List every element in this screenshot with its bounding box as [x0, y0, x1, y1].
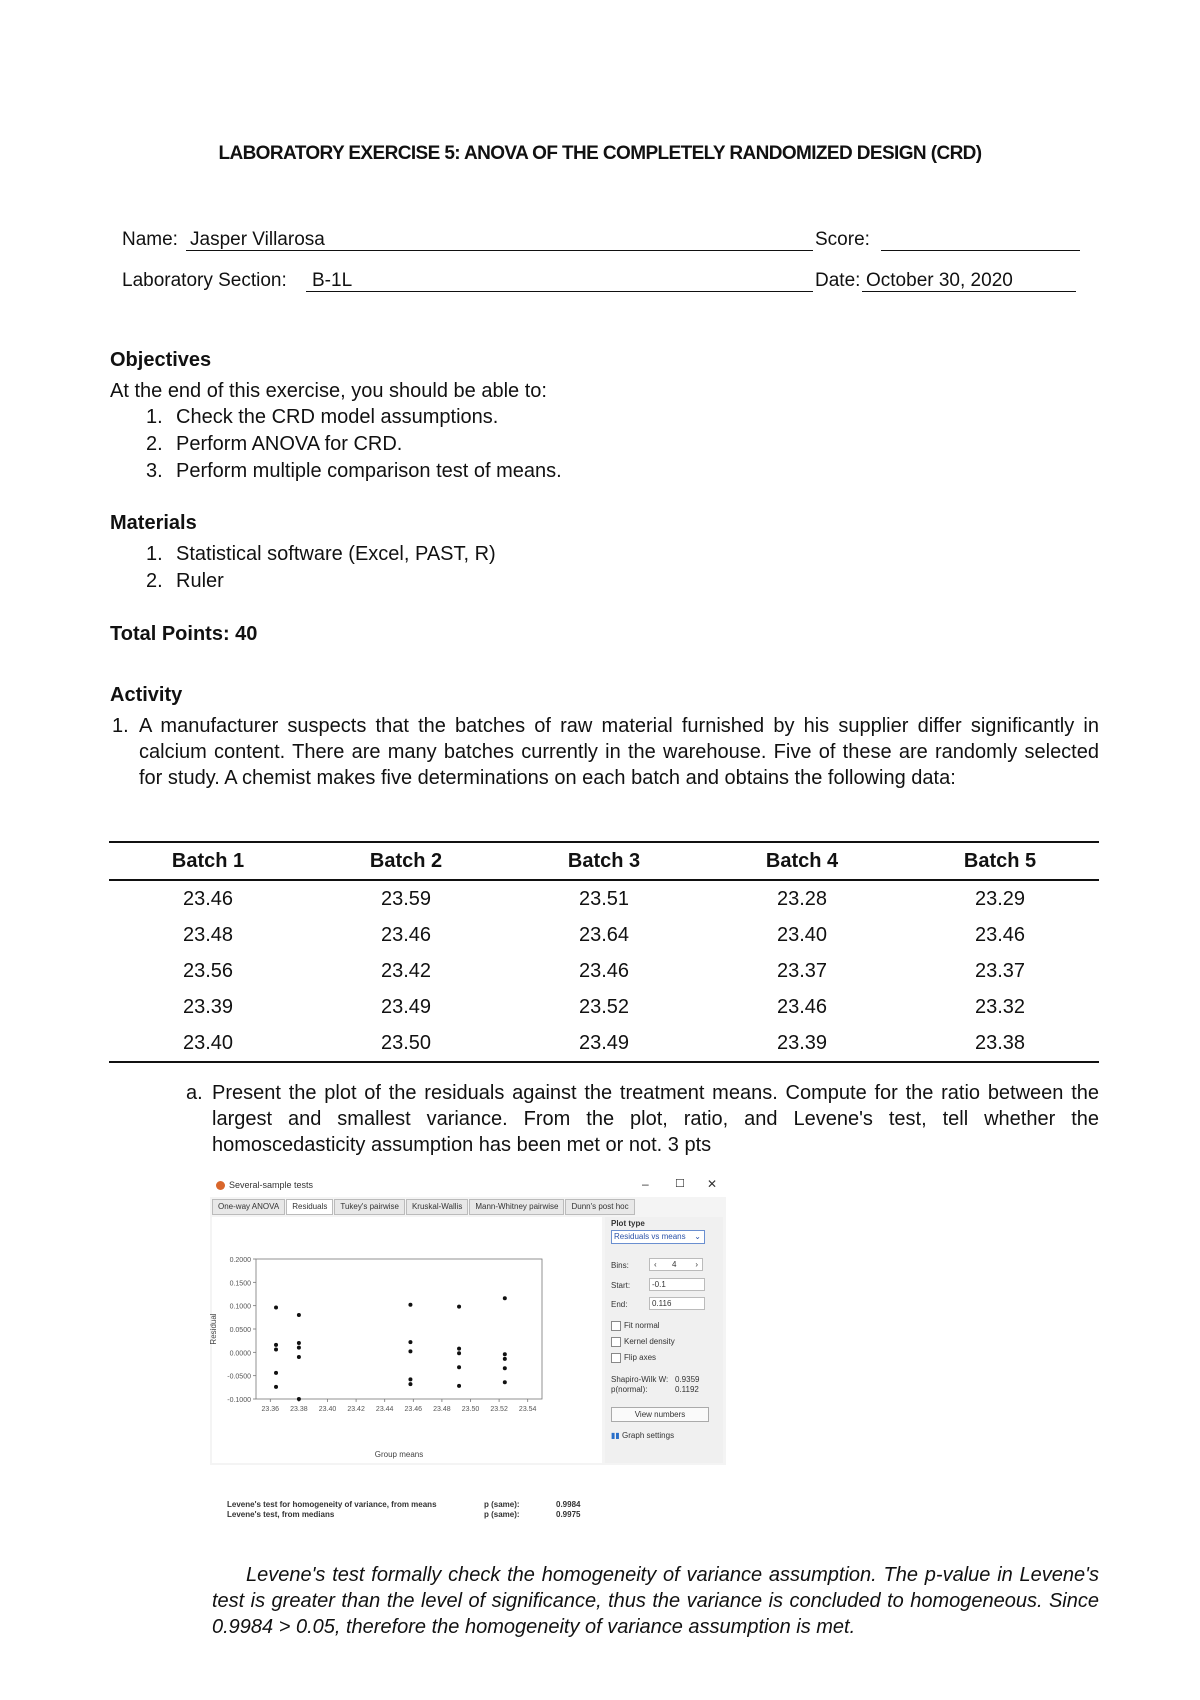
table-row [109, 989, 1099, 1025]
graph-settings-button[interactable] [611, 1431, 674, 1440]
start-label: Start: [611, 1281, 631, 1290]
tab-bar [212, 1199, 636, 1215]
residual-point [457, 1365, 461, 1369]
residual-point [297, 1355, 301, 1359]
tab-one-way-anova[interactable]: One-way ANOVA [212, 1199, 285, 1215]
levene-means-label: Levene's test for homogeneity of variance, from means [227, 1500, 437, 1509]
sub-question-letter: a. [186, 1082, 203, 1104]
residual-plot [209, 1217, 602, 1463]
material-number: 2. [146, 570, 163, 592]
y-tick-label: 0.0500 [229, 1327, 251, 1334]
column-header: Batch 3 [505, 842, 703, 880]
name-value[interactable]: Jasper Villarosa [190, 229, 325, 250]
view-numbers-button[interactable]: View numbers [611, 1407, 709, 1422]
increment-icon[interactable]: › [695, 1260, 698, 1269]
residual-point [297, 1313, 301, 1317]
objective-number: 3. [146, 460, 163, 482]
material-number: 1. [146, 543, 163, 565]
app-icon [216, 1181, 225, 1190]
total-points: Total Points: 40 [110, 623, 258, 645]
table-cell: 23.51 [578, 887, 630, 910]
fit-normal-checkbox[interactable] [611, 1321, 660, 1331]
y-axis-label: Residual [209, 1313, 218, 1345]
x-tick-label: 23.46 [404, 1406, 423, 1413]
end-value: 0.116 [652, 1299, 672, 1308]
answer-text[interactable]: Levene's test formally check the homogeneity of variance assumption. The p-value in Levene's test is greater than the level of significance, thus the variance is concluded to homogeneous. Since 0.9984 > 0.05, therefore the homogeneity of variance assumption is met. [212, 1564, 1099, 1638]
residual-point [408, 1349, 412, 1353]
levene-means-value: 0.9984 [556, 1500, 581, 1509]
tab-kruskal-wallis[interactable]: Kruskal-Wallis [406, 1199, 468, 1215]
residual-point [503, 1296, 507, 1300]
table-cell: 23.48 [182, 923, 234, 946]
table-row [109, 953, 1099, 989]
table-cell: 23.40 [776, 923, 828, 946]
shapiro-label: Shapiro-Wilk W: [611, 1375, 669, 1384]
column-header: Batch 5 [901, 842, 1099, 880]
table-cell: 23.46 [974, 923, 1026, 946]
x-axis-label: Group means [374, 1450, 424, 1459]
flip-axes-label: Flip axes [624, 1353, 657, 1363]
date-label: Date: [815, 270, 861, 291]
table-cell: 23.46 [182, 887, 234, 910]
objective-number: 2. [146, 433, 163, 455]
activity-heading: Activity [110, 684, 183, 706]
levene-medians-p-label: p (same): [484, 1510, 520, 1519]
y-tick-label: 0.1000 [229, 1303, 251, 1311]
objectives-heading: Objectives [110, 349, 212, 371]
section-underline [306, 291, 813, 292]
minimize-icon[interactable]: – [642, 1177, 649, 1191]
column-header: Batch 2 [307, 842, 505, 880]
bar-chart-icon: ▮▮ [611, 1431, 620, 1440]
objective-item: Perform multiple comparison test of means. [176, 460, 562, 482]
name-label: Name: [122, 229, 178, 250]
table-cell: 23.40 [109, 1025, 307, 1062]
chevron-down-icon: ⌄ [694, 1232, 701, 1241]
residual-point [274, 1348, 278, 1352]
table-row [109, 1025, 1099, 1062]
pnormal-value: 0.1192 [675, 1385, 699, 1394]
pnormal-label: p(normal): [611, 1385, 648, 1394]
residual-point [408, 1340, 412, 1344]
levene-medians-label: Levene's test, from medians [227, 1510, 335, 1519]
materials-heading: Materials [110, 512, 197, 534]
section-label: Laboratory Section: [122, 270, 287, 291]
column-header: Batch 4 [703, 842, 901, 880]
x-tick-label: 23.44 [375, 1406, 394, 1413]
table-cell: 23.50 [307, 1025, 505, 1062]
tab-dunn[interactable]: Dunn's post hoc [565, 1199, 634, 1215]
residual-point [297, 1341, 301, 1345]
residual-point [297, 1346, 301, 1350]
table-cell: 23.52 [578, 995, 630, 1018]
y-tick-label: -0.0500 [227, 1373, 251, 1381]
residual-point [503, 1352, 507, 1356]
residual-point [503, 1357, 507, 1361]
residual-point [503, 1380, 507, 1384]
table-cell: 23.37 [776, 959, 828, 982]
y-tick-label: -0.1000 [227, 1397, 251, 1404]
residual-point [297, 1397, 301, 1401]
table-cell: 23.38 [901, 1025, 1099, 1062]
software-window [210, 1175, 726, 1465]
x-tick-label: 23.50 [461, 1406, 480, 1413]
table-cell: 23.39 [182, 995, 234, 1018]
window-titlebar [210, 1175, 726, 1197]
score-underline[interactable] [881, 250, 1080, 251]
x-tick-label: 23.38 [290, 1406, 308, 1413]
bins-value: 4 [672, 1260, 677, 1269]
plot-type-select[interactable] [611, 1230, 705, 1244]
plot-area [209, 1217, 602, 1463]
window-title: Several-sample tests [229, 1180, 314, 1190]
objective-number: 1. [146, 406, 163, 428]
material-item: Ruler [176, 570, 224, 592]
table-cell: 23.64 [578, 923, 630, 946]
objective-item: Check the CRD model assumptions. [176, 406, 499, 428]
table-cell: 23.29 [974, 887, 1026, 910]
table-cell: 23.32 [974, 995, 1026, 1018]
column-header: Batch 1 [109, 842, 307, 880]
question-number: 1. [112, 715, 129, 737]
start-value: -0.1 [652, 1280, 666, 1289]
end-label: End: [611, 1300, 628, 1309]
residual-point [274, 1385, 278, 1389]
start-input[interactable] [649, 1278, 705, 1291]
maximize-icon[interactable]: ☐ [675, 1178, 685, 1190]
page-title: LABORATORY EXERCISE 5: ANOVA OF THE COMPLETELY RANDOMIZED DESIGN (CRD) [218, 143, 982, 164]
x-tick-label: 23.52 [490, 1406, 508, 1413]
residual-point [457, 1351, 461, 1355]
options-panel [605, 1217, 723, 1463]
table-cell: 23.56 [182, 959, 234, 982]
tab-tukey[interactable]: Tukey's pairwise [334, 1199, 405, 1215]
residual-point [274, 1306, 278, 1310]
table-cell: 23.42 [380, 959, 432, 982]
residual-point [457, 1305, 461, 1309]
residual-point [457, 1384, 461, 1388]
kernel-density-label: Kernel density [624, 1337, 675, 1347]
shapiro-value: 0.9359 [675, 1375, 700, 1384]
table-row [109, 917, 1099, 953]
table-cell: 23.49 [505, 1025, 703, 1062]
tab-residuals[interactable]: Residuals [286, 1199, 333, 1215]
x-tick-label: 23.42 [347, 1406, 365, 1413]
kernel-density-checkbox[interactable] [611, 1337, 675, 1347]
table-cell: 23.46 [578, 959, 630, 982]
plot-frame [256, 1259, 542, 1399]
y-tick-label: 0.2000 [229, 1257, 251, 1264]
table-row [109, 880, 1099, 917]
residual-point [408, 1377, 412, 1381]
table-cell: 23.28 [776, 887, 828, 910]
x-tick-label: 23.54 [518, 1406, 537, 1413]
calcium-data-table [109, 841, 1099, 1063]
levene-means-p-label: p (same): [484, 1500, 520, 1509]
residual-point [274, 1343, 278, 1347]
graph-settings-label: Graph settings [622, 1431, 675, 1440]
plot-type-label: Plot type [611, 1219, 645, 1228]
residual-point [457, 1347, 461, 1351]
x-tick-label: 23.40 [318, 1406, 337, 1413]
end-input[interactable] [649, 1297, 705, 1310]
residual-point [408, 1382, 412, 1386]
date-value[interactable]: October 30, 2020 [866, 270, 1013, 291]
question-1-text: A manufacturer suspects that the batches of raw material furnished by his supplier differ significantly in calcium content. There are many batches currently in the warehouse. Five of these are randomly selected for study. A chemist makes five determinations on each batch and obtains the following data: [139, 715, 1099, 789]
flip-axes-checkbox[interactable] [611, 1353, 656, 1363]
score-label: Score: [815, 229, 870, 250]
residual-point [408, 1303, 412, 1307]
objective-item: Perform ANOVA for CRD. [176, 433, 403, 455]
bins-stepper[interactable] [649, 1258, 703, 1271]
tab-mann-whitney[interactable]: Mann-Whitney pairwise [469, 1199, 564, 1215]
close-icon[interactable]: ✕ [707, 1177, 718, 1191]
bins-label: Bins: [611, 1261, 629, 1270]
x-tick-label: 23.36 [261, 1406, 280, 1413]
levene-medians-value: 0.9975 [556, 1510, 581, 1519]
table-cell: 23.39 [703, 1025, 901, 1062]
y-tick-label: 0.1500 [229, 1280, 251, 1288]
table-cell: 23.37 [974, 959, 1026, 982]
table-header-row [109, 842, 1099, 880]
residual-point [503, 1366, 507, 1370]
residual-point [274, 1371, 278, 1375]
fit-normal-label: Fit normal [624, 1321, 660, 1331]
x-tick-label: 23.48 [433, 1406, 451, 1413]
table-cell: 23.46 [380, 923, 432, 946]
objectives-intro: At the end of this exercise, you should be able to: [110, 380, 547, 402]
table-cell: 23.46 [776, 995, 828, 1018]
plot-type-value: Residuals vs means [614, 1232, 686, 1241]
decrement-icon[interactable]: ‹ [654, 1260, 657, 1269]
y-tick-label: 0.0000 [229, 1350, 251, 1358]
material-item: Statistical software (Excel, PAST, R) [176, 543, 496, 565]
table-cell: 23.49 [380, 995, 432, 1018]
table-cell: 23.59 [380, 887, 432, 910]
section-value[interactable]: B-1L [312, 270, 353, 291]
sub-question-a-text: Present the plot of the residuals against the treatment means. Compute for the ratio between the largest and smallest variance. From the plot, ratio, and Levene's test, tell whether the homoscedasticity assumption has been met or not. 3 pts [212, 1082, 1099, 1156]
